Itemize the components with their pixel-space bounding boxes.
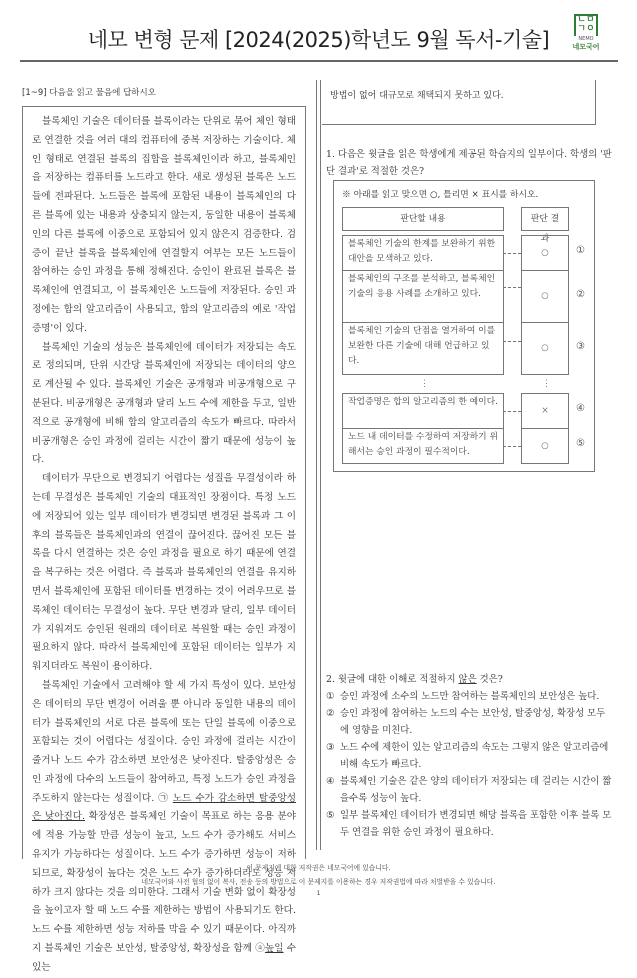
passage-continuation: 방법이 없어 대규모로 채택되지 못하고 있다. (322, 80, 596, 125)
choice-3: ③ (576, 341, 585, 352)
text: 것은? (476, 674, 503, 685)
option-text: 승인 과정에 참여하는 노드의 수는 보안성, 탈중앙성, 확장성 모두에 영향을 미친다. (340, 708, 606, 736)
question-2-options (326, 688, 614, 841)
column-divider (316, 80, 321, 850)
option-3[interactable] (326, 739, 614, 773)
row-4-content: 작업증명은 합의 알고리즘의 한 예이다. (342, 393, 504, 429)
option-1[interactable] (326, 688, 614, 705)
passage-paragraph: 데이터가 무단으로 변경되기 어렵다는 성질을 무결성이라 하는데 무결성은 블록체인 기술의 대표적인 장점이다. 특정 노드에 저장되어 있는 일부 데이터가 변경되면 변경된 블록과 그 이후의 블록들은 블록체인과의 연결이 끊어진다. 끊어진 모든 블록을 다시 연결하는 것은 승인 과정을 필요로 하기 때문에 연결을 복구하는 것은 어렵다. 즉 블록과 블록체인의 연결을 유지하면서 블록체인에 포함된 데이터를 변경하는 것이 어려우므로 블록체인 데이터는 무결성이 높다. 무단 변경과 달리, 일부 데이터가 지워져도 승인된 원래의 데이터로 복원할 때는 승인 과정이 필요하지 않다. 따라서 블록체인에 포함된 데이터는 일부가 지워지더라도 복원이 용이하다. (32, 473, 296, 673)
header-divider (20, 60, 618, 62)
option-text: 블록체인 기술은 같은 양의 데이터가 저장되는 데 걸리는 시간이 짧을수록 성능이 높다. (340, 776, 612, 804)
row-2-content: 블록체인의 구조를 분석하고, 블록체인 기술의 응용 사례를 소개하고 있다. (342, 270, 504, 323)
row-5-result: ○ (521, 428, 569, 464)
row-4-result: × (521, 393, 569, 429)
option-number: ⑤ (326, 810, 335, 821)
ellipsis: ⋮ (542, 379, 551, 389)
text: 2. 윗글에 대한 이해로 적절하지 (326, 674, 459, 685)
reading-passage (22, 106, 306, 973)
option-number: ① (326, 691, 335, 702)
row-5-content: 노드 내 데이터를 수정하여 저장하기 위해서는 승인 과정이 필수적이다. (342, 428, 504, 464)
copyright-line-2: 네모국어와 사전 협의 없이 복사, 전송 등의 방법으로 이 문제지를 이용하는 경우 저작권법에 따라 처벌받을 수 있습니다. (141, 878, 496, 886)
option-text: 노드 수에 제한이 있는 알고리즘의 속도는 그렇지 않은 알고리즘에 비해 속도가 빠르다. (340, 742, 609, 770)
text: 확장성은 블록체인 기술이 목표로 하는 응용 분야에 적용 가능할 만큼 성능이 높고, 노드 수가 증가해도 서비스 유지가 가능하다는 성질이다. 노드 수가 증가하면 성능이 저하되므로, 확장성이 높다는 것은 노드 수가 증가하더라도 성능 저하가 크지 않다는 것을 의미한다. 그래서 기술 변화 없이 확장성을 높이고자 할 때 노드 수를 제한하는 방법이 사용되기도 한다. 노드 수를 제한하면 성능 저하를 막을 수 있기 때문이다. 아직까지 블록체인 기술은 보안성, 탈중앙성, 확장성을 함께 (32, 811, 296, 955)
passage-paragraph: 블록체인 기술의 성능은 블록체인에 데이터가 저장되는 속도로 정의되며, 단위 시간당 블록체인에 저장되는 데이터의 양으로 계산될 수 있다. 블록체인 기술은 공개형과 비공개형으로 구분된다. 비공개형은 공개형과 달리 노드 수에 제한을 두고, 일반적으로 공개형에 비해 합의 알고리즘의 속도가 빠르다. 따라서 비공개형은 승인 과정에 걸리는 시간이 짧기 때문에 성능이 높다. (32, 341, 296, 466)
nemo-logo (569, 14, 603, 52)
worksheet-box (333, 180, 595, 472)
worksheet-note: ※ 아래를 읽고 맞으면 ○, 틀리면 × 표시를 하시오. (342, 190, 539, 200)
logo-mark-icon: ㄴㅁ ㄱㅇ (574, 14, 598, 36)
option-text: 승인 과정에 소수의 노드만 참여하는 블록체인의 보안성은 높다. (340, 691, 600, 702)
logo-ko: 네모국어 (572, 43, 600, 51)
passage-paragraph (32, 677, 296, 978)
connector (503, 253, 521, 254)
connector (503, 287, 521, 288)
row-3-content: 블록체인 기술의 단점을 열거하여 이를 보완한 다른 기술에 대해 언급하고 있다. (342, 322, 504, 375)
underlined-word: 높일 (264, 943, 284, 955)
option-number: ④ (326, 776, 335, 787)
option-5[interactable] (326, 807, 614, 841)
option-text: 일부 블록체인 데이터가 변경되면 해당 블록을 포함한 이후 블록 모두 연결을 위한 승인 과정이 필요하다. (340, 810, 612, 838)
choice-5: ⑤ (576, 438, 585, 449)
underlined-sentence: 노드 수가 감소하면 탈중앙성은 낮아진다. (32, 792, 296, 823)
header-content: 판단할 내용 (342, 207, 504, 231)
header-result: 판단 결과 (521, 207, 569, 231)
text: 수 있는 (32, 943, 296, 973)
passage-paragraph: 블록체인 기술은 데이터를 블록이라는 단위로 묶어 체인 형태로 연결한 것을 여러 대의 컴퓨터에 중복 저장하는 기술이다. 체인 형태로 연결된 블록의 집합을 블록체인이라 하고, 블록체인을 저장하는 컴퓨터를 노드라고 한다. 새로 생성된 블록은 노드들에 전파된다. 노드들은 블록에 포함된 내용이 블록체인의 다른 블록에 있는 내용과 상충되지 않는지, 동일한 내용이 블록체인의 다른 블록에 이중으로 포함되어 있지 않은지 검증한다. 검증이 끝난 블록을 블록체인에 연결할지 여부는 모든 노드들이 참여하는 승인 과정을 통해 정해진다. 승인이 완료된 블록은 블록체인에 연결되고, 이 블록체인은 노드들에 저장된다. 승인 과정에는 합의 알고리즘이 사용되고, 합의 알고리즘의 예로 '작업증명'이 있다. (32, 116, 296, 334)
row-2-result: ○ (521, 270, 569, 323)
choice-4: ④ (576, 403, 585, 414)
question-1-stem: 1. 다음은 윗글을 읽은 학생에게 제공된 학습지의 일부이다. 학생의 '판단 결과'로 적절한 것은? (326, 149, 612, 177)
question-2-stem (326, 671, 616, 688)
row-1-result: ○ (521, 235, 569, 271)
page-number: 1 (316, 890, 321, 897)
instruction: [1~9] 다음을 읽고 물음에 답하시오 (22, 88, 156, 98)
ellipsis: ⋮ (420, 379, 429, 389)
choice-2: ② (576, 289, 585, 300)
option-number: ② (326, 708, 335, 719)
option-2[interactable] (326, 705, 614, 739)
connector (503, 411, 521, 412)
row-3-result: ○ (521, 322, 569, 375)
mark-a: ⓐ (255, 943, 265, 955)
row-1-content: 블록체인 기술의 한계를 보완하기 위한 대안을 모색하고 있다. (342, 235, 504, 271)
copyright-line-1: 이 문제지에 대한 저작권은 네모국어에 있습니다. (246, 864, 391, 872)
page-title: 네모 변형 문제 [2024(2025)학년도 9월 독서-기술] (87, 28, 550, 52)
text: 블록체인 기술에서 고려해야 할 세 가지 특성이 있다. 보안성은 데이터의 무단 변경이 어려울 뿐 아니라 동일한 내용의 데이터가 블록체인의 서로 다른 블록에 또는 단일 블록에 이중으로 포함되는 것이 어렵다는 성질이다. 승인 과정에 걸리는 시간이 줄거나 노드 수가 감소하면 보안성은 낮아진다. 탈중앙성은 승인 과정에 다수의 노드들이 참여하고, 특정 노드가 승인 과정을 주도하지 않는다는 성질이다. (32, 679, 296, 804)
connector (503, 446, 521, 447)
choice-1: ① (576, 245, 585, 256)
option-4[interactable] (326, 773, 614, 807)
logo-en: NEMO (578, 36, 594, 42)
option-number: ③ (326, 742, 335, 753)
mark-giyeok: ㉠ (158, 792, 173, 804)
connector (503, 341, 521, 342)
underlined-word: 않은 (458, 674, 477, 685)
